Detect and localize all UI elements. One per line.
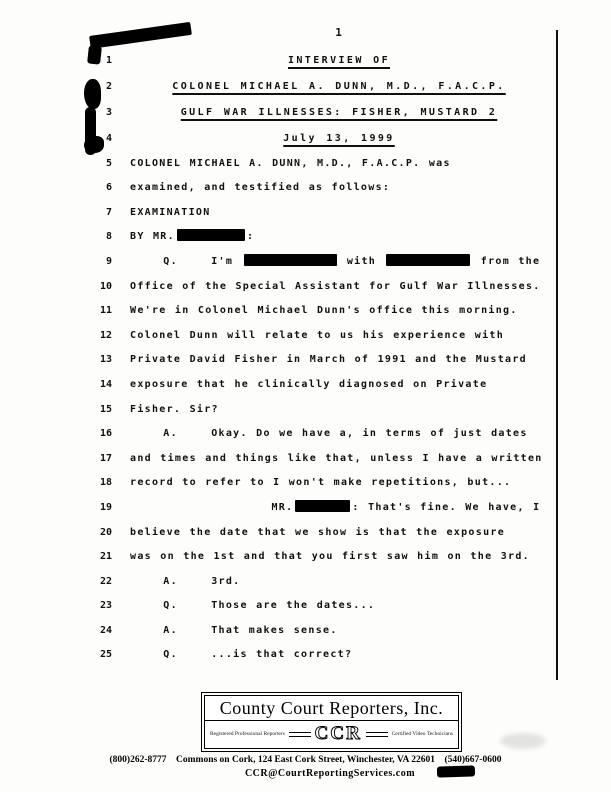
transcript-line [76,636,558,661]
text-segment: was on the 1st and that you first saw him on the 3rd. [130,551,530,563]
transcript-line [76,538,558,563]
text-segment: COLONEL MICHAEL A. DUNN, M.D., F.A.C.P. [172,81,506,92]
line-number: 6 [105,182,112,194]
line-text [120,133,558,144]
line-text [120,576,558,587]
tagline-left: Registered Professional Reporters [210,731,285,737]
transcript-line [76,169,558,194]
text-segment: : That's fine. We have, I [352,501,541,513]
transcript-line [76,611,558,636]
line-text [120,477,558,488]
line-text [120,281,558,292]
page-number: 1 [335,26,343,39]
redaction-box [244,254,337,266]
line-number: 21 [99,551,112,563]
transcript-line [76,40,558,66]
text-segment: A. That makes sense. [130,624,338,636]
transcript-line [76,92,558,118]
transcript-line [76,292,558,317]
company-name: County Court Reporters, Inc. [205,696,458,721]
text-segment: with [338,255,385,267]
line-number: 24 [99,624,112,636]
line-text [120,453,558,464]
text-segment: July 13, 1999 [283,133,395,144]
transcript-line [76,267,558,292]
text-segment: BY MR. [130,231,175,243]
text-segment: A. Okay. Do we have a, in terms of just dates [130,428,528,440]
transcript-line [76,513,558,538]
text-segment: from the [472,255,541,267]
line-number: 16 [99,428,112,440]
line-number: 7 [105,206,112,218]
transcript-line [76,390,558,415]
text-segment: INTERVIEW OF [287,55,391,66]
emblem-rule-right [366,732,388,737]
transcript-line [76,415,558,440]
ccr-emblem [205,721,458,743]
text-segment: We're in Colonel Michael Dunn's office this morning. [130,305,518,317]
ccr-logo-text: CCR [314,723,362,744]
transcript-lines [76,40,558,660]
line-number: 19 [99,501,112,513]
contact-info: (800)262-8777 Commons on Cork, 124 East Cork Street, Winchester, VA 22601 (540)667-0600 [109,755,502,765]
scan-corner-mark-tail [87,45,102,64]
line-number: 13 [99,354,112,366]
line-text [120,229,558,242]
text-segment: believe the date that we show is that the exposure [130,526,506,538]
line-text [120,158,558,169]
transcript-line [76,464,558,489]
text-segment: Q. ...is that correct? [130,649,353,661]
line-text [120,379,558,390]
text-segment: record to refer to I won't make repetitions, but... [130,477,512,489]
line-text [120,182,558,193]
line-number: 11 [99,305,112,317]
line-text [120,404,558,415]
transcript-line [76,218,558,243]
line-number: 14 [99,378,112,390]
transcript-line [76,316,558,341]
text-segment: : [246,231,255,243]
line-number: 8 [105,231,112,243]
line-number: 3 [105,107,112,118]
transcript-line [76,488,558,513]
text-segment: GULF WAR ILLNESSES: FISHER, MUSTARD 2 [180,107,498,118]
line-number: 23 [99,600,112,612]
transcript-line [76,66,558,92]
email-address: CCR@CourtReportingServices.com [244,768,416,779]
transcript-line [76,193,558,218]
transcript-line [76,242,558,267]
line-number: 10 [99,280,112,292]
scan-smudge [500,733,546,749]
redaction-box [177,229,245,241]
line-text [120,81,558,92]
scan-ink-blob [84,136,104,153]
scan-ink-blob [84,79,101,109]
line-text [120,55,558,66]
transcript-line [76,144,558,169]
line-number: 9 [105,255,112,267]
line-number: 12 [99,329,112,341]
transcript-line [76,365,558,390]
text-segment: MR. [130,501,294,513]
line-text [120,551,558,562]
scan-edge-line [556,30,558,680]
redaction-box [295,500,350,512]
text-segment: EXAMINATION [130,206,211,218]
line-text [120,649,558,660]
line-number: 1 [105,55,112,66]
text-segment: Q. Those are the dates... [130,600,376,612]
line-text [120,625,558,636]
text-segment: and times and things like that, unless I have a written [130,452,543,464]
line-number: 22 [99,575,112,587]
line-number: 18 [99,477,112,489]
text-segment: examined, and testified as follows: [130,182,391,194]
scan-ink-blob [437,765,475,777]
text-segment: Private David Fisher in March of 1991 and the Mustard [130,354,527,366]
line-number: 17 [99,452,112,464]
line-number: 2 [105,81,112,92]
tagline-right: Certified Video Technicians [391,731,454,737]
court-reporter-logo-box [204,695,459,749]
line-text [120,254,558,267]
line-text [120,527,558,538]
transcript-line [76,118,558,144]
text-segment: exposure that he clinically diagnosed on Private [130,378,488,390]
transcript-line [76,341,558,366]
line-text [120,600,558,611]
line-text [120,330,558,341]
redaction-box [386,254,470,266]
line-text [120,428,558,439]
text-segment: Colonel Dunn will relate to us his experience with [130,329,505,341]
line-number: 20 [99,526,112,538]
text-segment: Office of the Special Assistant for Gulf War Illnesses. [130,280,541,292]
emblem-rule-left [289,732,311,737]
text-segment: Q. I'm [130,255,242,267]
line-number: 15 [99,403,112,415]
line-text [120,107,558,118]
transcript-line [76,562,558,587]
line-text [120,500,558,513]
line-text [120,207,558,218]
text-segment: Fisher. Sir? [130,403,219,415]
text-segment: COLONEL MICHAEL A. DUNN, M.D., F.A.C.P. was [130,157,451,169]
line-number: 5 [105,157,112,169]
line-number: 25 [99,649,112,661]
line-number: 4 [105,133,112,144]
line-text [120,354,558,365]
transcript-line [76,439,558,464]
transcript-line [76,587,558,612]
line-text [120,305,558,316]
text-segment: A. 3rd. [130,575,241,587]
